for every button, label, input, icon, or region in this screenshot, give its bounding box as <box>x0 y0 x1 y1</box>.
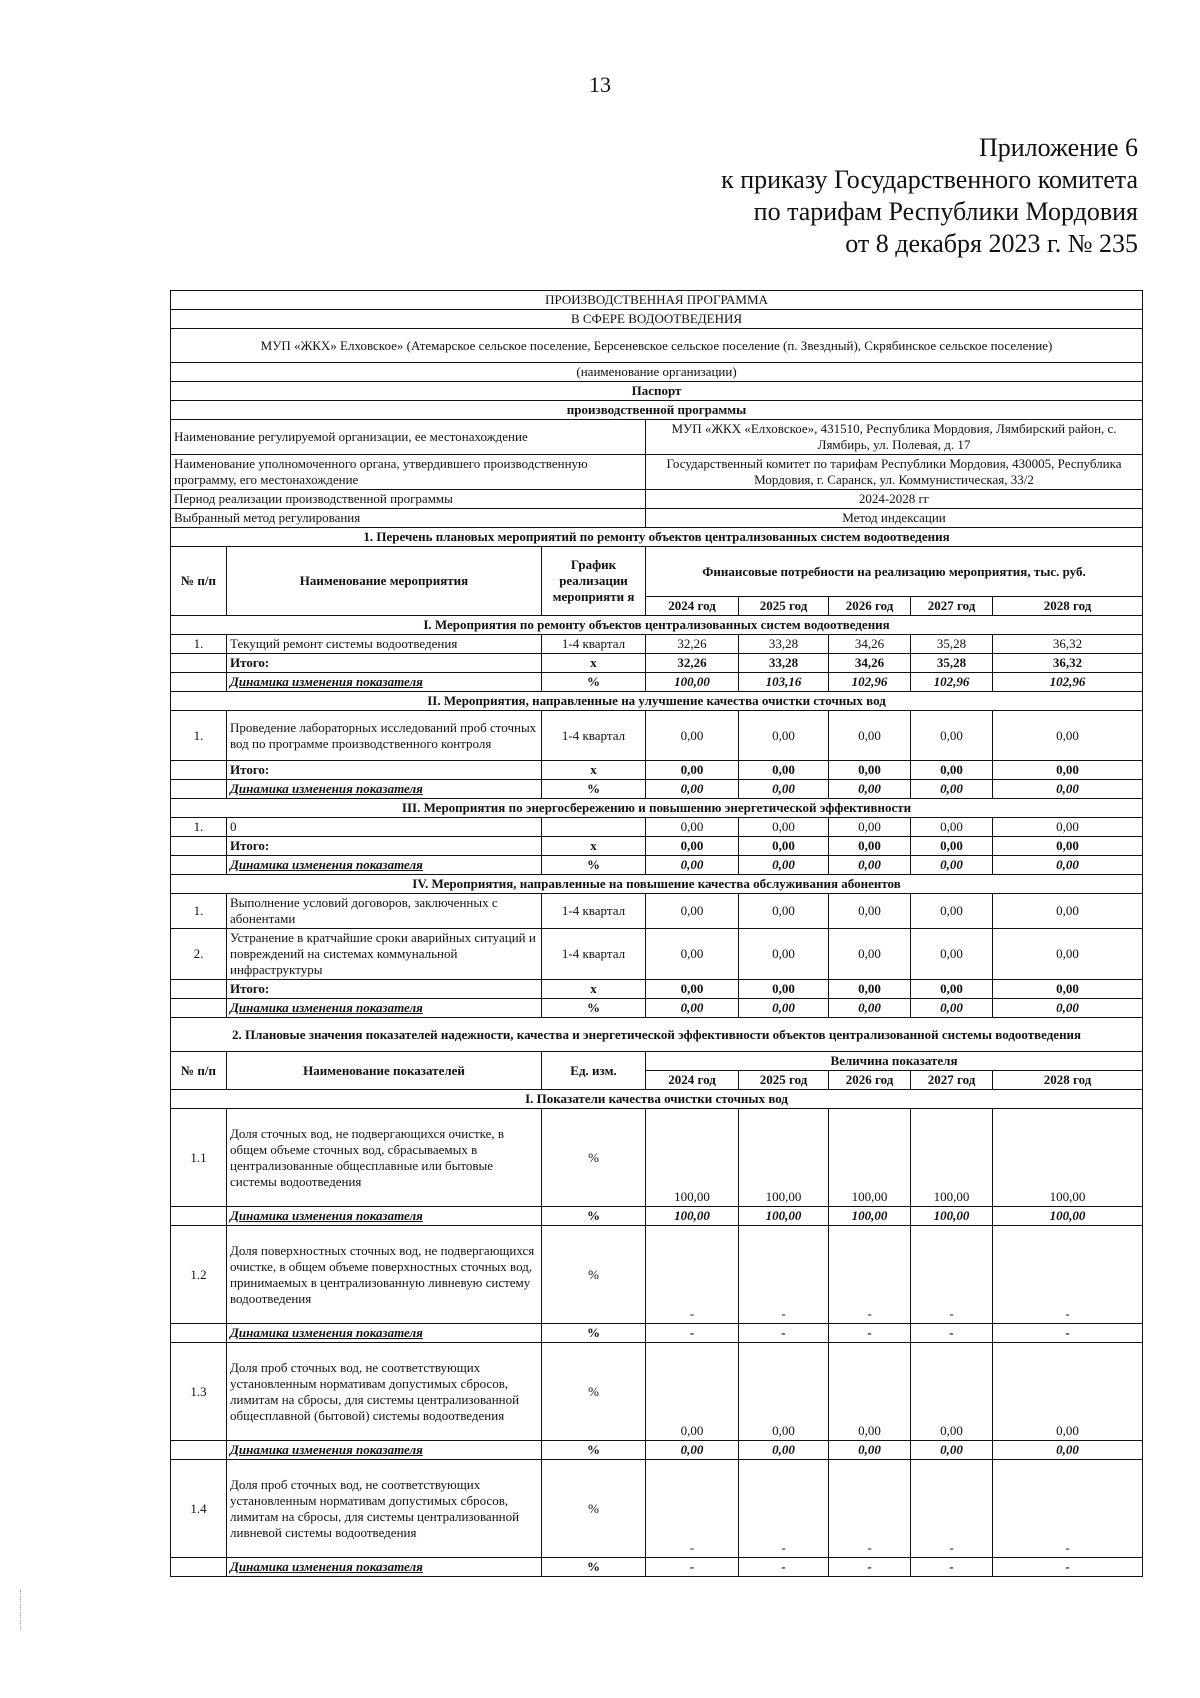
appendix-line: от 8 декабря 2023 г. № 235 <box>845 229 1138 258</box>
dynamics-value: - <box>993 1324 1143 1343</box>
dynamics-unit: % <box>542 1324 646 1343</box>
program-subtitle-cell: В СФЕРЕ ВОДООТВЕДЕНИЯ <box>171 310 1143 329</box>
activity-value: 33,28 <box>739 635 829 654</box>
total-value: 0,00 <box>993 761 1143 780</box>
dynamics-value: - <box>829 1558 911 1577</box>
dynamics-value: 102,96 <box>911 673 993 692</box>
indicator-value: - <box>993 1226 1143 1324</box>
passport-label: Период реализации производственной программы <box>171 490 646 509</box>
col-schedule-header: График реализации мероприяти я <box>542 547 646 616</box>
activity-value: 0,00 <box>646 711 739 761</box>
section2-title <box>171 1018 1143 1052</box>
passport-row <box>171 420 1143 455</box>
indicator-value: 0,00 <box>646 1343 739 1441</box>
activity-value: 0,00 <box>739 818 829 837</box>
program-title <box>171 291 1143 310</box>
activity-name: Текущий ремонт системы водоотведения <box>227 635 542 654</box>
indicator-row <box>171 1460 1143 1558</box>
page-number: 13 <box>589 72 611 97</box>
section1-header-row <box>171 547 1143 597</box>
total-row <box>171 654 1143 673</box>
empty-cell <box>171 856 227 875</box>
activity-schedule: 1-4 квартал <box>542 635 646 654</box>
empty-cell <box>171 654 227 673</box>
passport-subtitle-cell: производственной программы <box>171 401 1143 420</box>
total-value: 0,00 <box>646 980 739 999</box>
dynamics-unit: % <box>542 1207 646 1226</box>
total-value: 33,28 <box>739 654 829 673</box>
empty-cell <box>171 837 227 856</box>
passport-value: Государственный комитет по тарифам Республики Мордовия, 430005, Республика Мордовия, г. Саранск, ул. Коммунистическая, 33/2 <box>646 455 1143 490</box>
activity-name: Проведение лабораторных исследований проб сточных вод по программе производственного контроля <box>227 711 542 761</box>
indicator-value: - <box>993 1460 1143 1558</box>
year-header: 2027 год <box>911 1071 993 1090</box>
indicator-unit: % <box>542 1343 646 1441</box>
section1-title-cell: 1. Перечень плановых мероприятий по ремонту объектов централизованных систем водоотведения <box>171 528 1143 547</box>
group-title-cell: II. Мероприятия, направленные на улучшение качества очистки сточных вод <box>171 692 1143 711</box>
indicator-value: 100,00 <box>911 1109 993 1207</box>
dynamics-value: 0,00 <box>993 856 1143 875</box>
passport-subtitle <box>171 401 1143 420</box>
total-row <box>171 837 1143 856</box>
organization-name-cell: МУП «ЖКХ» Елховское» (Атемарское сельское поселение, Берсеневское сельское поселение (п. Звездный), Скрябинское сельское поселение) <box>171 329 1143 363</box>
indicator-value: 0,00 <box>829 1343 911 1441</box>
passport-row <box>171 490 1143 509</box>
activity-value: 0,00 <box>911 929 993 980</box>
dynamics-row <box>171 1441 1143 1460</box>
activity-schedule <box>542 818 646 837</box>
indicator-value: 100,00 <box>739 1109 829 1207</box>
dynamics-value: 0,00 <box>829 856 911 875</box>
indicator-row <box>171 1226 1143 1324</box>
col-number-header: № п/п <box>171 1052 227 1090</box>
row-number: 2. <box>171 929 227 980</box>
dynamics-value: - <box>829 1324 911 1343</box>
dynamics-value: 100,00 <box>646 1207 739 1226</box>
dynamics-value: 0,00 <box>993 780 1143 799</box>
dynamics-label: Динамика изменения показателя <box>227 673 542 692</box>
col-finance-header: Финансовые потребности на реализацию мероприятия, тыс. руб. <box>646 547 1143 597</box>
total-value: 0,00 <box>911 761 993 780</box>
passport-value: МУП «ЖКХ «Елховское», 431510, Республика Мордовия, Лямбирский район, с. Лямбирь, ул. Полевая, д. 17 <box>646 420 1143 455</box>
year-header: 2027 год <box>911 597 993 616</box>
dynamics-row <box>171 673 1143 692</box>
dynamics-value: 0,00 <box>739 1441 829 1460</box>
activity-value: 0,00 <box>646 894 739 929</box>
total-row <box>171 980 1143 999</box>
activity-value: 34,26 <box>829 635 911 654</box>
appendix-line: Приложение 6 <box>978 133 1138 162</box>
activity-name: 0 <box>227 818 542 837</box>
indicator-value: 100,00 <box>993 1109 1143 1207</box>
dynamics-unit: % <box>542 780 646 799</box>
dynamics-label: Динамика изменения показателя <box>227 1324 542 1343</box>
dynamics-value: 103,16 <box>739 673 829 692</box>
section2-title-cell: 2. Плановые значения показателей надежности, качества и энергетической эффективности объектов централизованной системы водоотведения <box>171 1018 1143 1052</box>
indicator-unit: % <box>542 1109 646 1207</box>
indicator-value: - <box>646 1460 739 1558</box>
empty-cell <box>171 1324 227 1343</box>
total-unit: х <box>542 654 646 673</box>
indicator-unit: % <box>542 1460 646 1558</box>
year-header: 2026 год <box>829 1071 911 1090</box>
activity-value: 32,26 <box>646 635 739 654</box>
activity-row <box>171 929 1143 980</box>
empty-cell <box>171 673 227 692</box>
indicator-row <box>171 1109 1143 1207</box>
passport-value: 2024-2028 гг <box>646 490 1143 509</box>
organization-name <box>171 329 1143 363</box>
dynamics-value: 0,00 <box>911 1441 993 1460</box>
total-value: 0,00 <box>829 837 911 856</box>
dynamics-value: - <box>739 1324 829 1343</box>
total-value: 0,00 <box>993 980 1143 999</box>
dynamics-value: 0,00 <box>829 780 911 799</box>
dynamics-value: 0,00 <box>646 1441 739 1460</box>
dynamics-value: 100,00 <box>911 1207 993 1226</box>
col-number-header: № п/п <box>171 547 227 616</box>
passport-label: Выбранный метод регулирования <box>171 509 646 528</box>
dynamics-value: 100,00 <box>829 1207 911 1226</box>
dynamics-label: Динамика изменения показателя <box>227 856 542 875</box>
dynamics-row <box>171 856 1143 875</box>
dynamics-value: 100,00 <box>646 673 739 692</box>
year-header: 2026 год <box>829 597 911 616</box>
dynamics-row <box>171 1207 1143 1226</box>
passport-row <box>171 509 1143 528</box>
row-number: 1. <box>171 711 227 761</box>
indicator-value: - <box>739 1226 829 1324</box>
dynamics-value: 0,00 <box>646 780 739 799</box>
section2-header-row <box>171 1052 1143 1071</box>
dynamics-value: 0,00 <box>911 856 993 875</box>
year-header: 2025 год <box>739 597 829 616</box>
total-value: 0,00 <box>739 980 829 999</box>
activity-schedule: 1-4 квартал <box>542 711 646 761</box>
passport-label: Наименование регулируемой организации, ее местонахождение <box>171 420 646 455</box>
group-title-cell: I. Мероприятия по ремонту объектов централизованных систем водоотведения <box>171 616 1143 635</box>
table-body <box>171 291 1143 1577</box>
row-number: 1. <box>171 894 227 929</box>
activity-value: 0,00 <box>646 818 739 837</box>
activity-row <box>171 711 1143 761</box>
empty-cell <box>171 1558 227 1577</box>
dynamics-value: 0,00 <box>646 999 739 1018</box>
indicator-name: Доля проб сточных вод, не соответствующих установленным нормативам допустимых сбросов, лимитам на сбросы, для системы централизованной общесплавной (бытовой) системы водоотведения <box>227 1343 542 1441</box>
dynamics-label: Динамика изменения показателя <box>227 1558 542 1577</box>
total-value: 0,00 <box>911 980 993 999</box>
group-title-cell: I. Показатели качества очистки сточных вод <box>171 1090 1143 1109</box>
dynamics-value: 0,00 <box>646 856 739 875</box>
passport-label: Наименование уполномоченного органа, утвердившего производственную программу, его местонахождение <box>171 455 646 490</box>
total-value: 0,00 <box>911 837 993 856</box>
total-value: 0,00 <box>739 761 829 780</box>
passport-title <box>171 382 1143 401</box>
program-subtitle <box>171 310 1143 329</box>
dynamics-row <box>171 999 1143 1018</box>
dynamics-value: - <box>911 1324 993 1343</box>
indicator-name: Доля сточных вод, не подвергающихся очистке, в общем объеме сточных вод, сбрасываемых в централизованные общесплавные или бытовые системы водоотведения <box>227 1109 542 1207</box>
indicator-value: 0,00 <box>911 1343 993 1441</box>
appendix-line: по тарифам Республики Мордовия <box>753 197 1138 226</box>
dynamics-value: 0,00 <box>739 856 829 875</box>
indicator-name: Доля поверхностных сточных вод, не подвергающихся очистке, в общем объеме поверхностных сточных вод, принимаемых в централизованную ливневую систему водоотведения <box>227 1226 542 1324</box>
total-value: 0,00 <box>646 761 739 780</box>
total-value: 0,00 <box>993 837 1143 856</box>
indicator-value: 0,00 <box>993 1343 1143 1441</box>
activity-value: 0,00 <box>911 818 993 837</box>
empty-cell <box>171 780 227 799</box>
col-name-header: Наименование мероприятия <box>227 547 542 616</box>
indicator-value: - <box>739 1460 829 1558</box>
total-value: 0,00 <box>646 837 739 856</box>
row-number: 1. <box>171 818 227 837</box>
row-number: 1.3 <box>171 1343 227 1441</box>
activity-value: 0,00 <box>993 818 1143 837</box>
indicator-row <box>171 1343 1143 1441</box>
dynamics-value: 0,00 <box>993 999 1143 1018</box>
col-value-header: Величина показателя <box>646 1052 1143 1071</box>
empty-cell <box>171 1441 227 1460</box>
indicator-value: 100,00 <box>829 1109 911 1207</box>
activity-value: 36,32 <box>993 635 1143 654</box>
section1-title <box>171 528 1143 547</box>
total-value: 34,26 <box>829 654 911 673</box>
dynamics-label: Динамика изменения показателя <box>227 1207 542 1226</box>
activity-value: 0,00 <box>829 818 911 837</box>
dynamics-row <box>171 1558 1143 1577</box>
total-value: 0,00 <box>739 837 829 856</box>
production-program-table <box>170 290 1143 1577</box>
year-header: 2025 год <box>739 1071 829 1090</box>
group-title <box>171 875 1143 894</box>
dynamics-unit: % <box>542 1441 646 1460</box>
program-title-cell: ПРОИЗВОДСТВЕННАЯ ПРОГРАММА <box>171 291 1143 310</box>
dynamics-value: 0,00 <box>739 999 829 1018</box>
row-number: 1. <box>171 635 227 654</box>
total-value: 0,00 <box>829 761 911 780</box>
dynamics-row <box>171 1324 1143 1343</box>
dynamics-unit: % <box>542 673 646 692</box>
empty-cell <box>171 980 227 999</box>
col-indicator-header: Наименование показателей <box>227 1052 542 1090</box>
activity-name: Устранение в кратчайшие сроки аварийных ситуаций и повреждений на системах коммунальной инфраструктуры <box>227 929 542 980</box>
dynamics-value: 0,00 <box>993 1441 1143 1460</box>
empty-cell <box>171 999 227 1018</box>
dynamics-value: 0,00 <box>911 999 993 1018</box>
dynamics-value: - <box>911 1558 993 1577</box>
activity-value: 0,00 <box>829 711 911 761</box>
dynamics-label: Динамика изменения показателя <box>227 780 542 799</box>
dynamics-value: 0,00 <box>829 1441 911 1460</box>
total-label: Итого: <box>227 980 542 999</box>
indicator-value: 100,00 <box>646 1109 739 1207</box>
passport-row <box>171 455 1143 490</box>
dynamics-label: Динамика изменения показателя <box>227 1441 542 1460</box>
activity-value: 0,00 <box>829 929 911 980</box>
indicator-value: - <box>646 1226 739 1324</box>
dynamics-unit: % <box>542 1558 646 1577</box>
indicator-value: - <box>911 1460 993 1558</box>
dynamics-value: - <box>646 1558 739 1577</box>
activity-value: 35,28 <box>911 635 993 654</box>
year-header: 2024 год <box>646 1071 739 1090</box>
dynamics-value: 100,00 <box>739 1207 829 1226</box>
empty-cell <box>171 1207 227 1226</box>
total-value: 32,26 <box>646 654 739 673</box>
year-header: 2024 год <box>646 597 739 616</box>
total-value: 35,28 <box>911 654 993 673</box>
activity-name: Выполнение условий договоров, заключенных с абонентами <box>227 894 542 929</box>
total-value: 0,00 <box>829 980 911 999</box>
activity-row <box>171 635 1143 654</box>
total-unit: х <box>542 761 646 780</box>
dynamics-value: 0,00 <box>829 999 911 1018</box>
group-title <box>171 1090 1143 1109</box>
indicator-unit: % <box>542 1226 646 1324</box>
dynamics-row <box>171 780 1143 799</box>
total-row <box>171 761 1143 780</box>
indicator-value: - <box>829 1460 911 1558</box>
activity-schedule: 1-4 квартал <box>542 929 646 980</box>
dynamics-unit: % <box>542 999 646 1018</box>
total-label: Итого: <box>227 837 542 856</box>
activity-value: 0,00 <box>739 894 829 929</box>
col-unit-header: Ед. изм. <box>542 1052 646 1090</box>
indicator-name: Доля проб сточных вод, не соответствующих установленным нормативам допустимых сбросов, лимитам на сбросы, для системы централизованной ливневой системы водоотведения <box>227 1460 542 1558</box>
appendix-header <box>721 132 1138 260</box>
passport-title-cell: Паспорт <box>171 382 1143 401</box>
passport-value: Метод индексации <box>646 509 1143 528</box>
activity-value: 0,00 <box>993 894 1143 929</box>
activity-value: 0,00 <box>646 929 739 980</box>
dynamics-unit: % <box>542 856 646 875</box>
row-number: 1.1 <box>171 1109 227 1207</box>
dynamics-value: - <box>739 1558 829 1577</box>
activity-value: 0,00 <box>993 711 1143 761</box>
group-title <box>171 799 1143 818</box>
dynamics-value: - <box>993 1558 1143 1577</box>
total-value: 36,32 <box>993 654 1143 673</box>
dynamics-value: 100,00 <box>993 1207 1143 1226</box>
year-header: 2028 год <box>993 1071 1143 1090</box>
activity-row <box>171 894 1143 929</box>
organization-caption-cell: (наименование организации) <box>171 363 1143 382</box>
activity-value: 0,00 <box>739 929 829 980</box>
group-title <box>171 692 1143 711</box>
activity-value: 0,00 <box>911 711 993 761</box>
group-title <box>171 616 1143 635</box>
dynamics-label: Динамика изменения показателя <box>227 999 542 1018</box>
total-label: Итого: <box>227 761 542 780</box>
empty-cell <box>171 761 227 780</box>
margin-mark <box>20 1590 23 1630</box>
organization-caption <box>171 363 1143 382</box>
activity-schedule: 1-4 квартал <box>542 894 646 929</box>
dynamics-value: 0,00 <box>911 780 993 799</box>
dynamics-value: 102,96 <box>829 673 911 692</box>
appendix-line: к приказу Государственного комитета <box>721 165 1138 194</box>
activity-value: 0,00 <box>911 894 993 929</box>
group-title-cell: IV. Мероприятия, направленные на повышение качества обслуживания абонентов <box>171 875 1143 894</box>
year-header: 2028 год <box>993 597 1143 616</box>
total-unit: х <box>542 837 646 856</box>
dynamics-value: 102,96 <box>993 673 1143 692</box>
dynamics-value: - <box>646 1324 739 1343</box>
indicator-value: - <box>911 1226 993 1324</box>
activity-value: 0,00 <box>993 929 1143 980</box>
row-number: 1.4 <box>171 1460 227 1558</box>
activity-row <box>171 818 1143 837</box>
total-unit: х <box>542 980 646 999</box>
activity-value: 0,00 <box>829 894 911 929</box>
dynamics-value: 0,00 <box>739 780 829 799</box>
row-number: 1.2 <box>171 1226 227 1324</box>
indicator-value: 0,00 <box>739 1343 829 1441</box>
group-title-cell: III. Мероприятия по энергосбережению и повышению энергетической эффективности <box>171 799 1143 818</box>
total-label: Итого: <box>227 654 542 673</box>
activity-value: 0,00 <box>739 711 829 761</box>
indicator-value: - <box>829 1226 911 1324</box>
